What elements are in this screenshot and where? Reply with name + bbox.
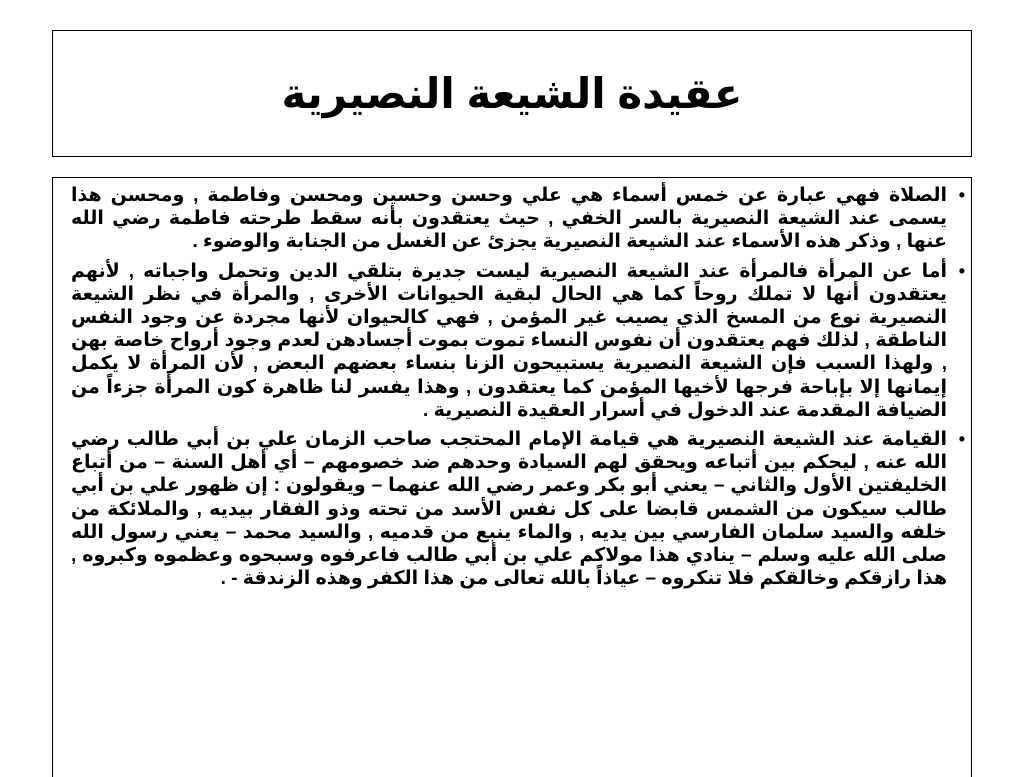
bullet-icon: • (958, 429, 965, 450)
bullet-item-resurrection (71, 428, 965, 590)
bullet-icon: • (958, 185, 965, 205)
slide-title: عقيدة الشيعة النصيرية (281, 69, 743, 117)
bullet-icon: • (958, 260, 965, 281)
bullet-item-woman (71, 260, 965, 422)
bullet-item-prayer (71, 184, 965, 254)
bullet-text: أما عن المرأة فالمرأة عند الشيعة النصيرية ليست جديرة بتلقي الدين وتحمل واجباته , لأنهم يعتقدون أنها لا تملك روحاً كما هي الحال لبقية الحيوانات الأخرى , والمرأة في نظر الشيعة النصيرية نوع من المسخ الذي يصيب غير المؤمن , فهي كالحيوان لأنها مجردة عن وجود النفس الناطقة , لذلك فهم يعتقدون أن نفوس النساء تموت بموت أجسادهن لعدم وجود أرواح خاصة بهن , ولهذا السبب فإن الشيعة النصيرية يستبيحون الزنا بنساء بعضهم البعض , لأن المرأة لا يكمل إيمانها إلا بإباحة فرجها لأخيها المؤمن كما يعتقدون , وهذا يفسر لنا ظاهرة كون المرأة جزءاً من الضيافة المقدمة عند الدخول في أسرار العقيدة النصيرية . (71, 260, 947, 421)
bullet-text: الصلاة فهي عبارة عن خمس أسماء هي علي وحسن وحسين ومحسن وفاطمة , ومحسن هذا يسمى عند الشيعة النصيرية بالسر الخفي , حيث يعتقدون بأنه سقط طرحته فاطمة رضي الله عنها , وذكر هذه الأسماء عند الشيعة النصيرية يجزئ عن الغسل من الجنابة والوضوء . (71, 185, 947, 253)
slide-title-box (52, 30, 972, 157)
slide-content-box (52, 177, 972, 777)
bullet-list (53, 178, 971, 590)
bullet-text: القيامة عند الشيعة النصيرية هي قيامة الإمام المحتجب صاحب الزمان علي بن أبي طالب رضي الله عنه , ليحكم بين أتباعه ويحقق لهم السيادة وحدهم ضد خصومهم – أي أهل السنة – من أتباع الخليفتين الأول والثاني – يعني أبو بكر وعمر رضي الله عنهما – ويقولون : إن ظهور علي بن أبي طالب سيكون من الشمس قابضا على كل نفس الأسد من تحته وذو الفقار بيديه , والملائكة من خلفه والسيد سلمان الفارسي بين يديه , والماء ينبع من قدميه , والسيد محمد – يعني رسول الله صلى الله عليه وسلم – ينادي هذا مولاكم علي بن أبي طالب فاعرفوه وسبحوه وعظموه وكبروه , هذا رازقكم وخالقكم فلا تنكروه – عياذاً بالله تعالى من هذا الكفر وهذه الزندقة - . (71, 429, 947, 590)
